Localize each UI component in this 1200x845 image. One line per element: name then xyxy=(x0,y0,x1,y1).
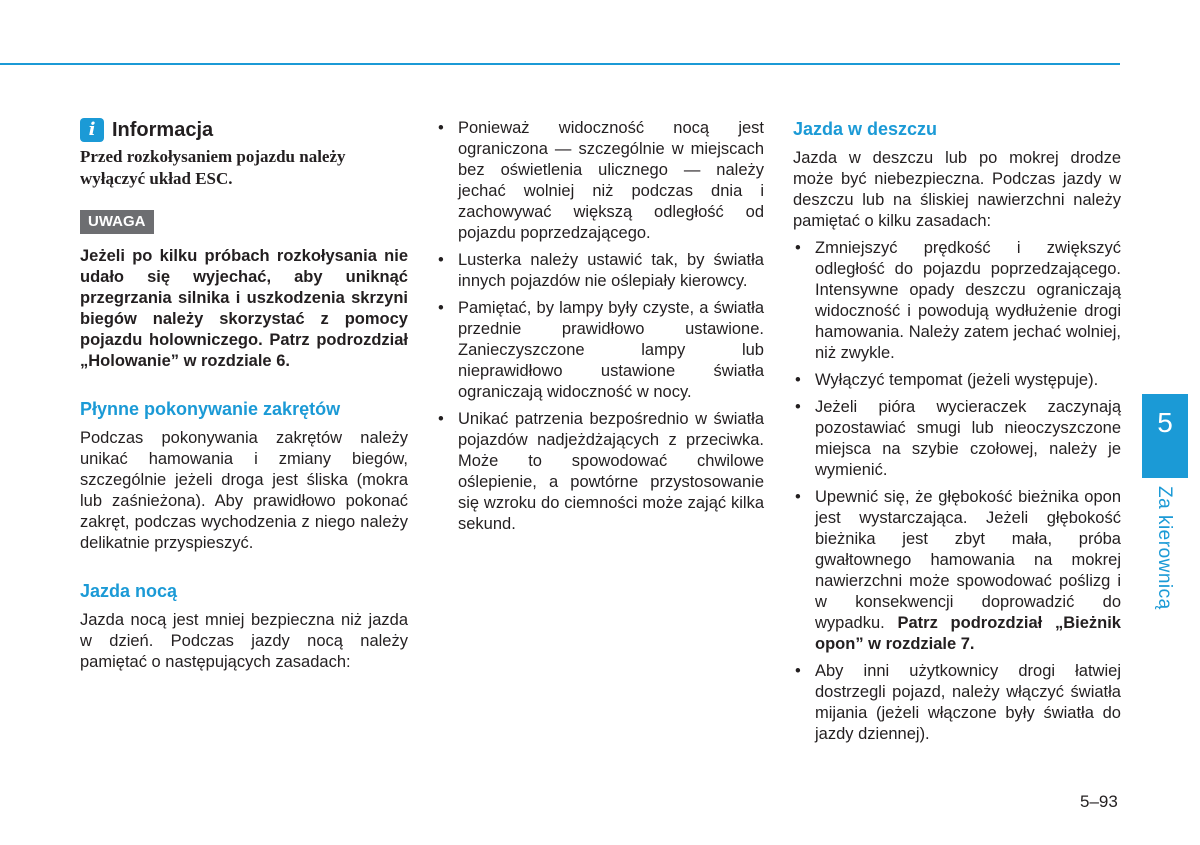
warning-text: Jeżeli po kilku próbach rozkołysania nie udało się wyjechać, aby uniknąć przegrzania silnika i uszkodzenia skrzyni biegów należy skorzystać z pomocy pojazdu holowniczego. Patrz podrozdział „Holowanie” w rozdziale 6. xyxy=(80,247,408,370)
rain-bullet-list xyxy=(793,238,1121,745)
info-icon: i xyxy=(80,118,104,142)
section-rain-text: Jazda w deszczu lub po mokrej drodze może być niebezpieczna. Podczas jazdy w deszczu lub na śliskiej nawierzchni należy pamiętać o kilku zasadach: xyxy=(793,149,1121,230)
list-item: • Jeżeli pióra wycieraczek zaczynają pozostawiać smugi lub nieoczyszczone miejsca na szybie czołowej, należy je wymienić. xyxy=(793,397,1121,481)
chapter-number-tab: 5 xyxy=(1142,394,1188,478)
section-night-heading: Jazda nocą xyxy=(80,581,178,601)
list-item: • Ponieważ widoczność nocą jest ograniczona — szczególnie w miejscach bez oświetlenia ulicznego — należy jechać wolniej niż podczas dnia i zachowywać większą odległość od pojazdu poprzedzającego. xyxy=(436,118,764,244)
warning-badge: UWAGA xyxy=(80,210,154,234)
section-night-text: Jazda nocą jest mniej bezpieczna niż jazda w dzień. Podczas jazdy nocą należy pamiętać o następujących zasadach: xyxy=(80,611,408,671)
column-right xyxy=(793,118,1121,751)
section-corners xyxy=(80,398,408,554)
list-item-text: Upewnić się, że głębokość bieżnika opon jest wystarczająca. Jeżeli głębokość bieżnika jest zbyt mała, próba gwałtownego hamowania na mokrej nawierzchni może spowodować poślizg i w konsekwencji doprowadzić do wypadku. xyxy=(815,488,1121,632)
list-item: • Lusterka należy ustawić tak, by światła innych pojazdów nie oślepiały kierowcy. xyxy=(436,250,764,292)
night-bullet-list xyxy=(436,118,764,535)
info-header xyxy=(80,118,408,142)
section-rain-heading: Jazda w deszczu xyxy=(793,119,938,139)
top-rule xyxy=(0,63,1120,65)
list-item xyxy=(793,487,1121,655)
list-item: • Unikać patrzenia bezpośrednio w światła pojazdów nadjeżdżających z przeciwka. Może to spowodować chwilowe oślepienie, a powtórne przystosowanie się wzroku do ciemności może zająć kilka sekund. xyxy=(436,409,764,535)
chapter-title: Za kierownicą xyxy=(1154,486,1175,610)
column-left xyxy=(80,118,408,673)
list-item: • Wyłączyć tempomat (jeżeli występuje). xyxy=(793,370,1121,391)
page-number: 5–93 xyxy=(1080,792,1118,811)
tire-tread-reference: Patrz podrozdział „Bieżnik opon” w rozdziale 7. xyxy=(815,614,1121,653)
section-corners-text: Podczas pokonywania zakrętów należy unikać hamowania i zmiany biegów, szczególnie jeżeli droga jest śliska (mokra lub zaśnieżona). Aby prawidłowo pokonać zakręt, podczas wychodzenia z niego należy delikatnie przyspieszyć. xyxy=(80,429,408,552)
section-night xyxy=(80,580,408,673)
list-item: • Pamiętać, by lampy były czyste, a światła przednie prawidłowo ustawione. Zanieczyszczone lampy lub nieprawidłowo ustawione światła ograniczają widoczność w nocy. xyxy=(436,298,764,403)
info-text: Przed rozkołysaniem pojazdu należy wyłączyć układ ESC. xyxy=(80,147,346,188)
section-corners-heading: Płynne pokonywanie zakrętów xyxy=(80,399,341,419)
list-item: • Zmniejszyć prędkość i zwiększyć odległość do pojazdu poprzedzającego. Intensywne opady deszczu ograniczają widoczność i powodują wydłużenie drogi hamowania. Należy zatem jechać wolniej, niż zwykle. xyxy=(793,238,1121,364)
column-middle xyxy=(436,118,764,541)
info-title: Informacja xyxy=(112,118,214,141)
list-item: • Aby inni użytkownicy drogi łatwiej dostrzegli pojazd, należy włączyć światła mijania (jeżeli włączone były światła do jazdy dziennej). xyxy=(793,661,1121,745)
